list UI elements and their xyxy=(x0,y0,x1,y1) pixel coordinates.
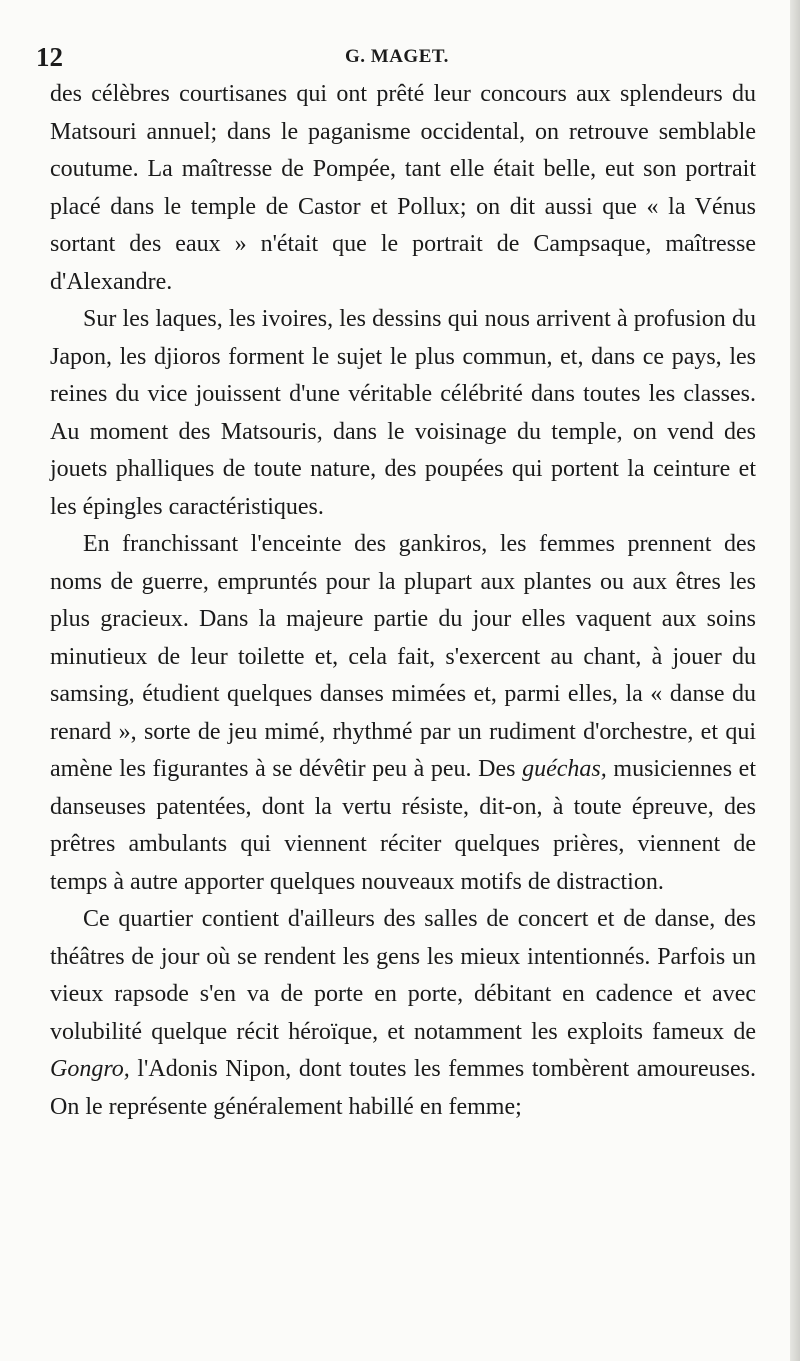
italic-term: guéchas, xyxy=(522,756,607,782)
text-segment: Ce quartier contient d'ailleurs des salles de concert et de danse, des théâtres de jour où se rendent les gens les mieux intentionnés. Parfois un vieux rapsode s'en va de porte en porte, débitant en cadence et avec volubilité quelque récit héroïque, et notamment les exploits fameux de xyxy=(50,906,756,1045)
text-segment: En franchissant l'enceinte des gankiros, les femmes prennent des noms de guerre, empruntés pour la plupart aux plantes ou aux êtres les plus gracieux. Dans la majeure partie du jour elles vaquent aux soins minutieux de leur toilette et, cela fait, s'exercent au chant, à jouer du samsing, étudient quelques danses mimées et, parmi elles, la « danse du renard », sorte de jeu mimé, rhythmé par un rudiment d'orchestre, et qui amène les figurantes à se dévêtir peu à peu. Des xyxy=(50,531,756,782)
body-text xyxy=(50,76,756,1126)
text-segment: musiciennes et danseuses patentées, dont la vertu résiste, dit-on, à toute épreuve, des prêtres ambulants qui viennent réciter quelques prières, viennent de temps à autre apporter quelques nouveaux motifs de distraction. xyxy=(50,756,757,895)
paragraph xyxy=(50,301,756,526)
text-segment: l'Adonis Nipon, dont toutes les femmes tombèrent amoureuses. On le représente généralement habillé en femme; xyxy=(50,1056,756,1120)
paragraph xyxy=(50,526,756,901)
paragraph xyxy=(50,901,756,1126)
running-head xyxy=(36,40,756,74)
page-number: 12 xyxy=(36,42,63,72)
text-segment: Sur les laques, les ivoires, les dessins qui nous arrivent à profusion du Japon, les djioros forment le sujet le plus commun, et, dans ce pays, les reines du vice jouissent d'une véritable célébrité dans toutes les classes. Au moment des Matsouris, dans le voisinage du temple, on vend des jouets phalliques de toute nature, des poupées qui portent la ceinture et les épingles caractéristiques. xyxy=(50,306,756,520)
italic-term: Gongro, xyxy=(50,1056,130,1082)
text-segment: des célèbres courtisanes qui ont prêté leur concours aux splendeurs du Matsouri annuel; dans le paganisme occidental, on retrouve semblable coutume. La maîtresse de Pompée, tant elle était belle, eut son portrait placé dans le temple de Castor et Pollux; on dit aussi que « la Vénus sortant des eaux » n'était que le portrait de Campsaque, maîtresse d'Alexandre. xyxy=(50,81,756,295)
paragraph xyxy=(50,76,756,301)
running-head-author: G. MAGET. xyxy=(345,46,449,67)
page-edge-shadow xyxy=(790,0,800,1361)
